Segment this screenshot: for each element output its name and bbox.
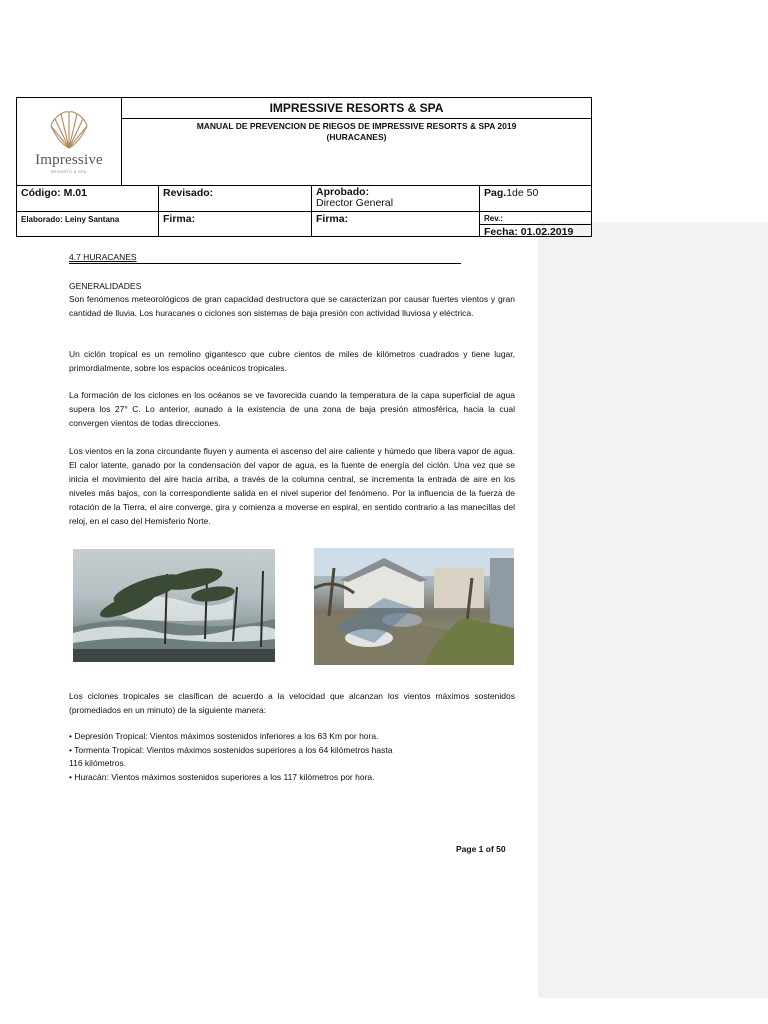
paragraph-2: Un ciclón tropical es un remolino gigantesco que cubre cientos de miles de kilómetros cuadrados y tiene lugar, primordialmente, sobre los espacios oceánicos tropicales. [69, 349, 515, 373]
rev-date-cell [479, 211, 591, 236]
logo-name: Impressive [35, 151, 103, 168]
page-cell [479, 185, 591, 211]
rev-label: Rev.: [484, 214, 503, 223]
hurricane-damage-photo [314, 548, 514, 665]
side-panel [538, 222, 768, 998]
logo-tagline: RESORTS & SPA [51, 169, 87, 174]
approved-cell [311, 185, 479, 211]
paragraph-3: La formación de los ciclones en los océanos se ve favorecida cuando la temperatura de la capa superficial de agua supera los 27° C. Lo anterior, aunado a la existencia de una zona de baja presión atmosférica, hacia la cual convergen vientos de todas direcciones. [69, 390, 515, 428]
paragraph-5: Los ciclones tropicales se clasifican de acuerdo a la velocidad que alcanzan los vientos máximos sostenidos (promediados en un minuto) de la siguiente manera: [69, 691, 515, 715]
list-item: • Huracán: Vientos máximos sostenidos superiores a los 117 kilómetros por hora. [69, 771, 375, 782]
signature-cell-1: Firma: [158, 211, 311, 236]
list-item: • Depresión Tropical: Vientos máximos sostenidos inferiores a los 63 Km por hora. [69, 731, 379, 741]
logo [17, 98, 121, 185]
manual-title-text: MANUAL DE PREVENCION DE RIEGOS DE IMPRESSIVE RESORTS & SPA 2019 [196, 121, 517, 131]
date-label: Fecha: 01.02.2019 [480, 224, 591, 239]
code-cell: Código: M.01 [17, 185, 158, 211]
section-title: 4.7 HURACANES [69, 252, 461, 264]
page-label: Pag. [484, 187, 507, 199]
shell-logo-icon [47, 110, 91, 150]
page-value: 1de 50 [506, 187, 539, 199]
page-number: Page 1 of 50 [456, 844, 506, 854]
approved-label: Aprobado: [316, 186, 370, 198]
signature-cell-2: Firma: [311, 211, 479, 236]
manual-title [121, 118, 591, 185]
subsection-title: GENERALIDADES [69, 281, 142, 291]
hurricane-waves-photo [73, 549, 275, 662]
document-header-table [16, 97, 592, 237]
list-item: • Tormenta Tropical: Vientos máximos sostenidos superiores a los 64 kilómetros hasta 116 kilómetros. [69, 744, 393, 768]
company-name: IMPRESSIVE RESORTS & SPA [121, 98, 591, 118]
approved-by: Director General [316, 197, 394, 209]
revised-cell [158, 185, 311, 211]
prepared-cell: Elaborado: Leiny Santana [17, 211, 158, 236]
paragraph-1: Son fenómenos meteorológicos de gran capacidad destructora que se caracterizan por causar fuertes vientos y gran cantidad de lluvia. Los huracanes o ciclones son sistemas de baja presión con actividad lluviosa y eléctrica. [69, 294, 515, 318]
paragraph-4: Los vientos en la zona circundante fluyen y aumenta el ascenso del aire caliente y húmedo que libera vapor de agua. El calor latente, ganado por la condensación del vapor de agua, es la fuente de energía del ciclón. Una vez que se inicia el movimiento del aire hacia arriba, a través de la columna central, se incrementa la entrada de aire en los niveles más bajos, con la correspondiente salida en el nivel superior del fenómeno. Por la influencia de la fuerza de rotación de la Tierra, el aire converge, gira y comienza a moverse en espiral, en sentido contrario a las manecillas del reloj, en el caso del Hemisferio Norte. [69, 446, 515, 526]
manual-subtitle: (HURACANES) [326, 132, 387, 142]
classification-list [69, 730, 515, 784]
revised-label: Revisado: [163, 187, 214, 199]
